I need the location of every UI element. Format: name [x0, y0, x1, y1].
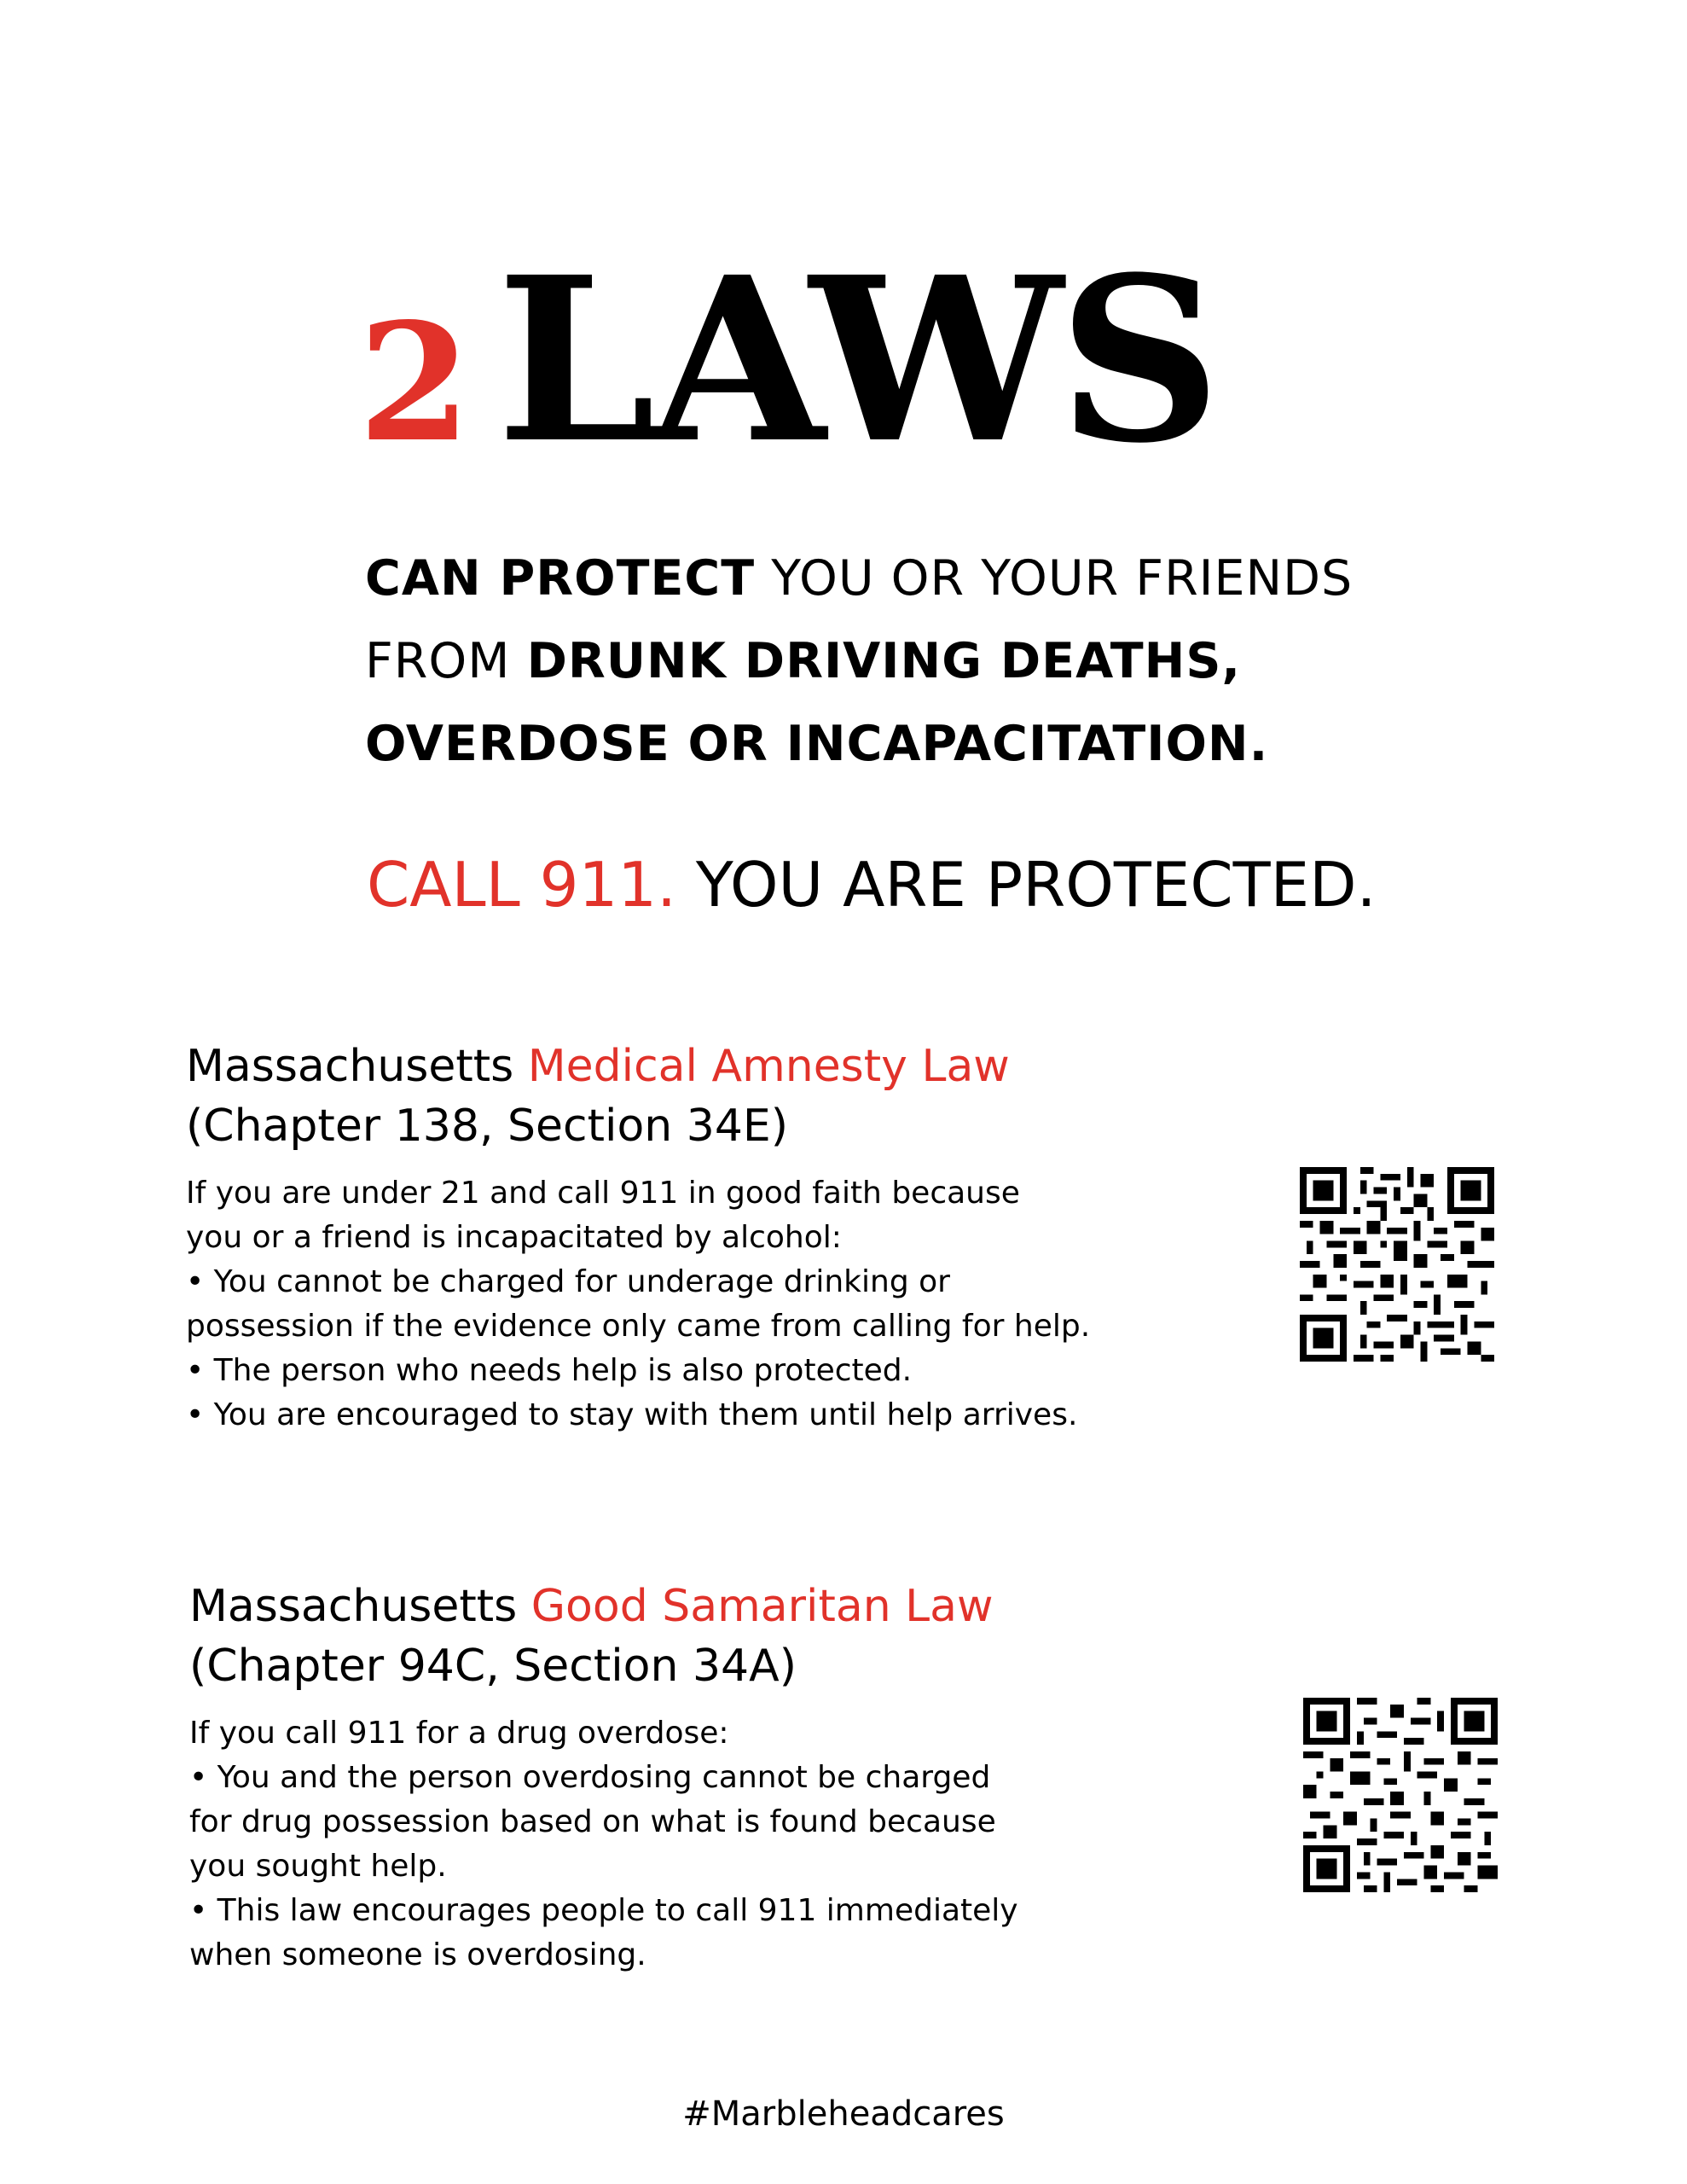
tagline-line-2: FROM DRUNK DRIVING DEATHS, [365, 633, 1242, 689]
title-number: 2 [358, 288, 472, 478]
law-description: If you are under 21 and call 911 in good faith because you or a friend is incapacitated by alcohol: • You cannot be charged for underage drinking or possession if the evidence only came from calling for help. • The person who needs help is also protected. • You are encouraged to stay with them until help arrives. [186, 1176, 1091, 1432]
tagline [365, 537, 1353, 786]
law-name: Good Samaritan Law [530, 1581, 994, 1632]
qr-code-icon[interactable] [1300, 1167, 1494, 1362]
qr-code-icon[interactable] [1303, 1698, 1498, 1892]
medical-amnesty-law-section [186, 1037, 1090, 1438]
law-heading: Massachusetts Good Samaritan Law (Chapter 94C, Section 34A) [189, 1577, 1018, 1696]
tagline-line-3: OVERDOSE OR INCAPACITATION. [365, 716, 1269, 772]
law-name: Medical Amnesty Law [527, 1041, 1010, 1092]
law-description: If you call 911 for a drug overdose: • You and the person overdosing cannot be charged for drug possession based on what is found because you sought help. • This law encourages people to call 911 immediately when someone is overdosing. [189, 1716, 1018, 1972]
law-citation: (Chapter 138, Section 34E) [186, 1101, 789, 1152]
footer-hashtag: #Marbleheadcares [682, 2094, 1005, 2134]
call-911-statement: CALL 911. YOU ARE PROTECTED. [367, 849, 1377, 921]
poster-title [358, 228, 1216, 493]
law-heading: Massachusetts Medical Amnesty Law (Chapter 138, Section 34E) [186, 1037, 1090, 1156]
law-citation: (Chapter 94C, Section 34A) [189, 1641, 797, 1692]
tagline-line-1: CAN PROTECT YOU OR YOUR FRIENDS [365, 550, 1354, 607]
good-samaritan-law-section [189, 1577, 1018, 1978]
title-word: LAWS [496, 228, 1216, 493]
